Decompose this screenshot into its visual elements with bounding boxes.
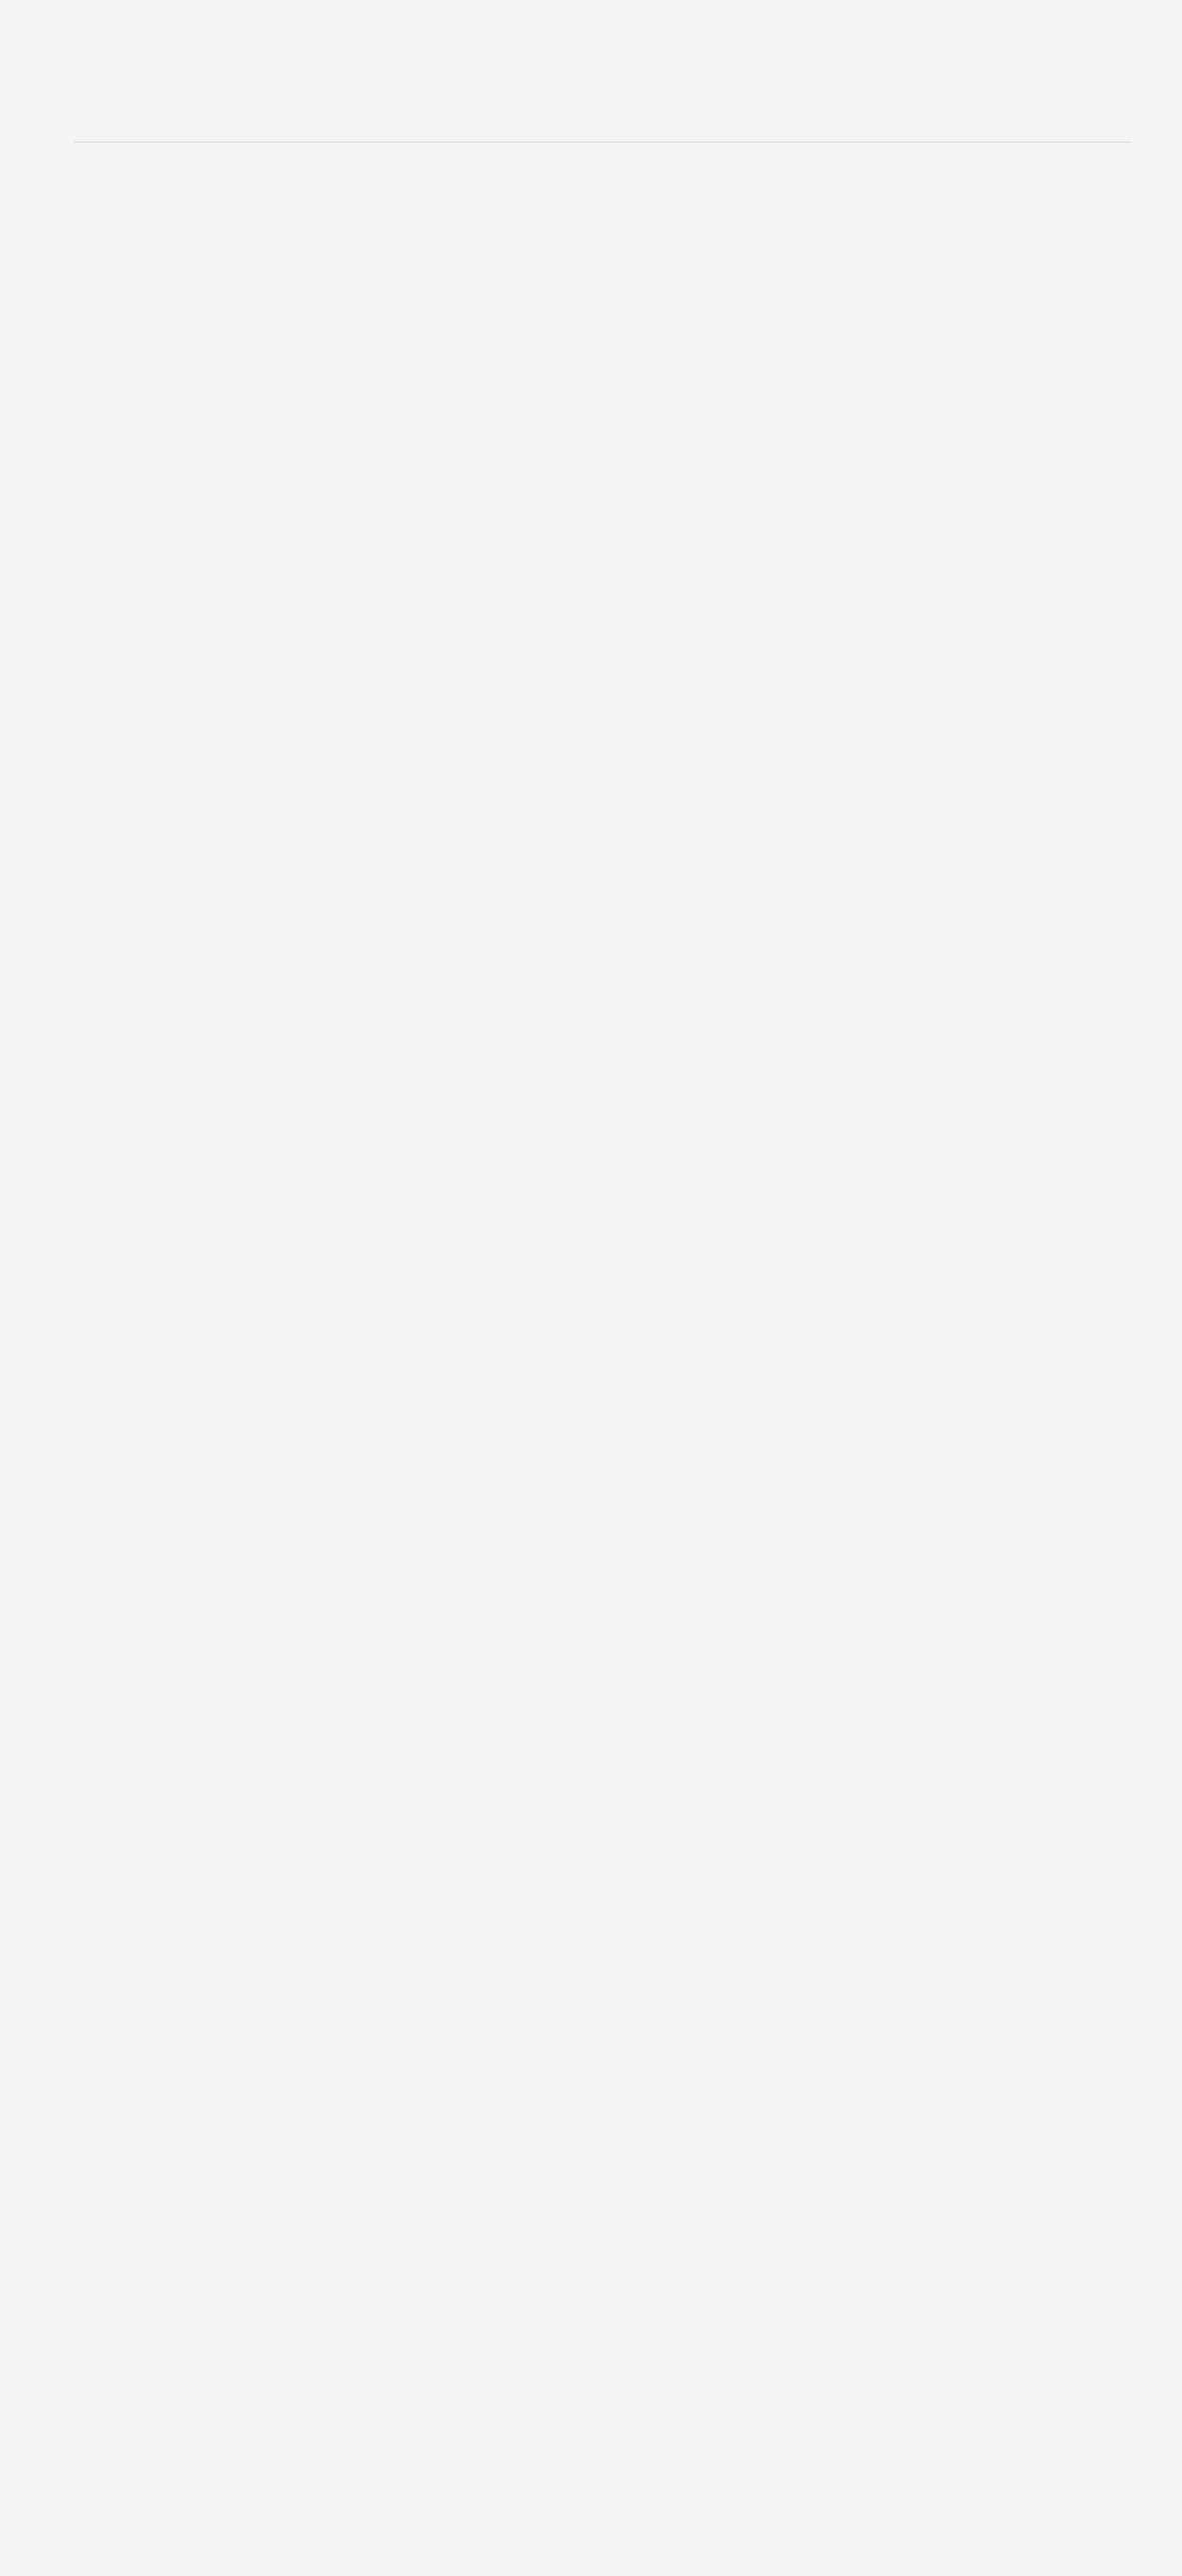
top-divider xyxy=(74,142,1131,143)
reading-instruction xyxy=(74,2415,1122,2471)
